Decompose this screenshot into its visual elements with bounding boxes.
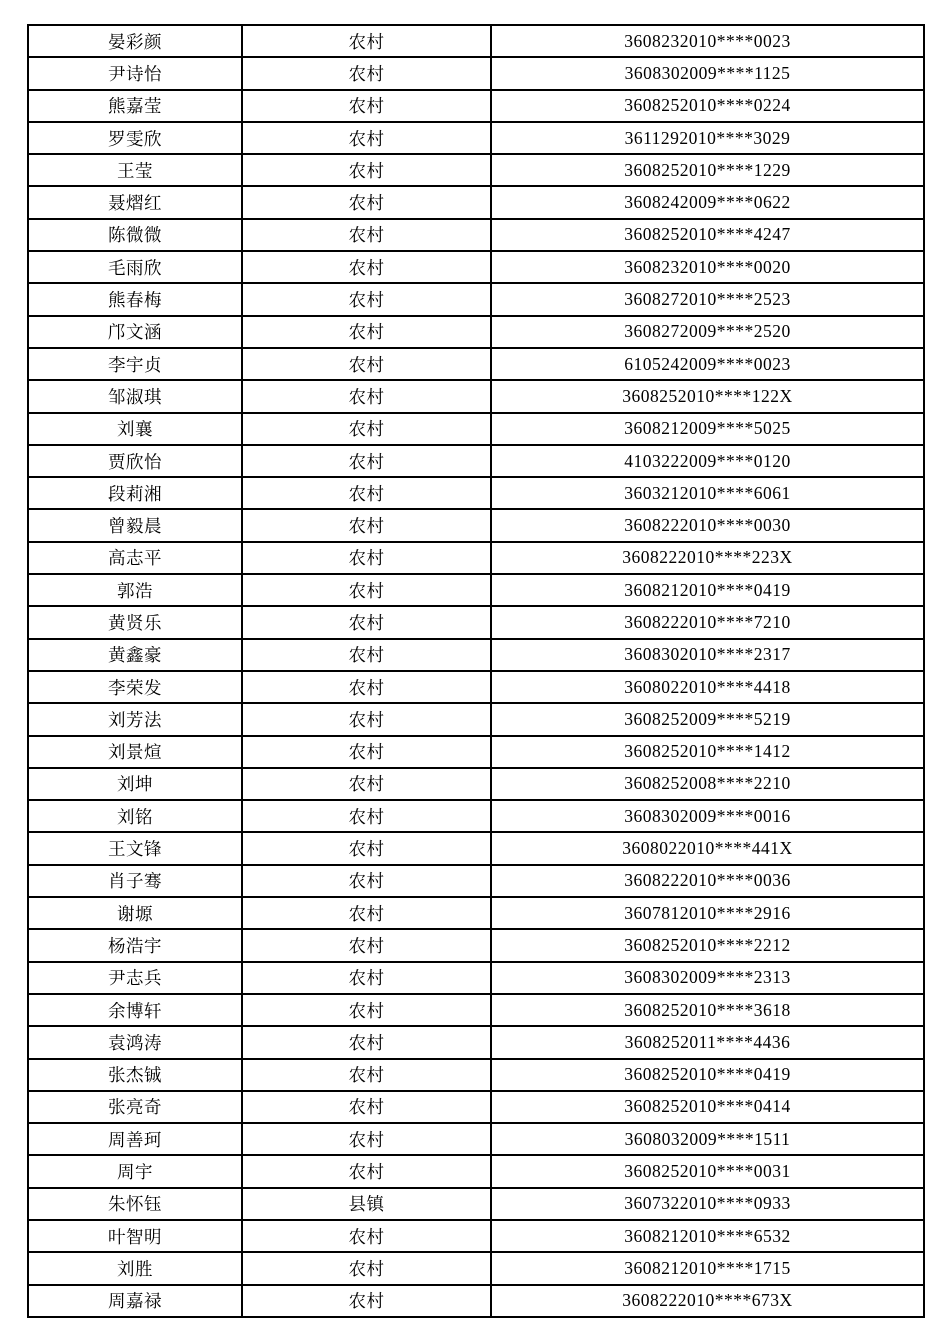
name-cell: 周宇 <box>28 1155 242 1187</box>
table-row <box>28 800 924 832</box>
name-cell: 刘芳法 <box>28 703 242 735</box>
table-row <box>28 897 924 929</box>
id-number-cell: 3608252011****4436 <box>491 1026 924 1058</box>
name-cell: 周善珂 <box>28 1123 242 1155</box>
table-row <box>28 57 924 89</box>
residence-cell: 农村 <box>242 1026 491 1058</box>
student-roster-table <box>27 24 925 1318</box>
name-cell: 李荣发 <box>28 671 242 703</box>
table-row <box>28 25 924 57</box>
id-number-cell: 3608302009****0016 <box>491 800 924 832</box>
name-cell: 毛雨欣 <box>28 251 242 283</box>
table-row <box>28 1285 924 1317</box>
id-number-cell: 3608232010****0023 <box>491 25 924 57</box>
residence-cell: 农村 <box>242 994 491 1026</box>
residence-cell: 农村 <box>242 768 491 800</box>
residence-cell: 农村 <box>242 736 491 768</box>
residence-cell: 农村 <box>242 219 491 251</box>
id-number-cell: 3608252010****0031 <box>491 1155 924 1187</box>
name-cell: 熊嘉莹 <box>28 90 242 122</box>
residence-cell: 农村 <box>242 348 491 380</box>
name-cell: 晏彩颜 <box>28 25 242 57</box>
residence-cell: 农村 <box>242 671 491 703</box>
table-row <box>28 703 924 735</box>
table-row <box>28 671 924 703</box>
table-row <box>28 1220 924 1252</box>
id-number-cell: 3608252010****122X <box>491 380 924 412</box>
name-cell: 刘坤 <box>28 768 242 800</box>
residence-cell: 农村 <box>242 186 491 218</box>
id-number-cell: 3608272010****2523 <box>491 283 924 315</box>
table-row <box>28 994 924 1026</box>
table-row <box>28 413 924 445</box>
residence-cell: 农村 <box>242 1059 491 1091</box>
name-cell: 张亮奇 <box>28 1091 242 1123</box>
name-cell: 朱怀钰 <box>28 1188 242 1220</box>
table-row <box>28 477 924 509</box>
residence-cell: 农村 <box>242 1252 491 1284</box>
residence-cell: 县镇 <box>242 1188 491 1220</box>
id-number-cell: 3608252010****0419 <box>491 1059 924 1091</box>
residence-cell: 农村 <box>242 1091 491 1123</box>
table-row <box>28 509 924 541</box>
residence-cell: 农村 <box>242 865 491 897</box>
id-number-cell: 3608212010****6532 <box>491 1220 924 1252</box>
residence-cell: 农村 <box>242 639 491 671</box>
name-cell: 刘铭 <box>28 800 242 832</box>
name-cell: 郭浩 <box>28 574 242 606</box>
residence-cell: 农村 <box>242 962 491 994</box>
residence-cell: 农村 <box>242 57 491 89</box>
id-number-cell: 3608212009****5025 <box>491 413 924 445</box>
id-number-cell: 3608252010****0414 <box>491 1091 924 1123</box>
table-row <box>28 1155 924 1187</box>
table-row <box>28 736 924 768</box>
table-row <box>28 606 924 638</box>
residence-cell: 农村 <box>242 897 491 929</box>
table-row <box>28 316 924 348</box>
residence-cell: 农村 <box>242 800 491 832</box>
name-cell: 王文锋 <box>28 832 242 864</box>
id-number-cell: 3608222010****7210 <box>491 606 924 638</box>
residence-cell: 农村 <box>242 703 491 735</box>
id-number-cell: 3608302009****2313 <box>491 962 924 994</box>
name-cell: 尹志兵 <box>28 962 242 994</box>
name-cell: 尹诗怡 <box>28 57 242 89</box>
residence-cell: 农村 <box>242 1285 491 1317</box>
table-row <box>28 865 924 897</box>
id-number-cell: 3608212010****1715 <box>491 1252 924 1284</box>
residence-cell: 农村 <box>242 445 491 477</box>
residence-cell: 农村 <box>242 251 491 283</box>
id-number-cell: 3608252010****1412 <box>491 736 924 768</box>
residence-cell: 农村 <box>242 122 491 154</box>
table-row <box>28 1252 924 1284</box>
name-cell: 曾毅晨 <box>28 509 242 541</box>
name-cell: 刘襄 <box>28 413 242 445</box>
name-cell: 段莉湘 <box>28 477 242 509</box>
table-row <box>28 1059 924 1091</box>
table-row <box>28 186 924 218</box>
table-row <box>28 283 924 315</box>
residence-cell: 农村 <box>242 477 491 509</box>
name-cell: 罗雯欣 <box>28 122 242 154</box>
name-cell: 邝文涵 <box>28 316 242 348</box>
residence-cell: 农村 <box>242 413 491 445</box>
table-row <box>28 1188 924 1220</box>
name-cell: 陈微微 <box>28 219 242 251</box>
id-number-cell: 3611292010****3029 <box>491 122 924 154</box>
residence-cell: 农村 <box>242 283 491 315</box>
id-number-cell: 3607322010****0933 <box>491 1188 924 1220</box>
residence-cell: 农村 <box>242 929 491 961</box>
id-number-cell: 3608252010****0224 <box>491 90 924 122</box>
table-row <box>28 832 924 864</box>
name-cell: 肖子骞 <box>28 865 242 897</box>
table-row <box>28 962 924 994</box>
residence-cell: 农村 <box>242 1123 491 1155</box>
id-number-cell: 3608232010****0020 <box>491 251 924 283</box>
residence-cell: 农村 <box>242 1155 491 1187</box>
residence-cell: 农村 <box>242 25 491 57</box>
id-number-cell: 3608212010****0419 <box>491 574 924 606</box>
name-cell: 余博轩 <box>28 994 242 1026</box>
residence-cell: 农村 <box>242 316 491 348</box>
name-cell: 贾欣怡 <box>28 445 242 477</box>
table-row <box>28 122 924 154</box>
id-number-cell: 3608242009****0622 <box>491 186 924 218</box>
id-number-cell: 6105242009****0023 <box>491 348 924 380</box>
residence-cell: 农村 <box>242 154 491 186</box>
id-number-cell: 3608302009****1125 <box>491 57 924 89</box>
table-row <box>28 348 924 380</box>
id-number-cell: 3603212010****6061 <box>491 477 924 509</box>
name-cell: 王莹 <box>28 154 242 186</box>
table-row <box>28 574 924 606</box>
id-number-cell: 3608222010****673X <box>491 1285 924 1317</box>
id-number-cell: 3608302010****2317 <box>491 639 924 671</box>
id-number-cell: 3607812010****2916 <box>491 897 924 929</box>
table-row <box>28 219 924 251</box>
residence-cell: 农村 <box>242 606 491 638</box>
name-cell: 黄贤乐 <box>28 606 242 638</box>
name-cell: 熊春梅 <box>28 283 242 315</box>
residence-cell: 农村 <box>242 1220 491 1252</box>
name-cell: 刘景煊 <box>28 736 242 768</box>
name-cell: 张杰铖 <box>28 1059 242 1091</box>
name-cell: 刘胜 <box>28 1252 242 1284</box>
residence-cell: 农村 <box>242 509 491 541</box>
id-number-cell: 3608222010****223X <box>491 542 924 574</box>
table-row <box>28 380 924 412</box>
id-number-cell: 3608222010****0036 <box>491 865 924 897</box>
table-row <box>28 90 924 122</box>
id-number-cell: 3608252010****3618 <box>491 994 924 1026</box>
residence-cell: 农村 <box>242 574 491 606</box>
table-row <box>28 251 924 283</box>
table-row <box>28 542 924 574</box>
table-row <box>28 445 924 477</box>
residence-cell: 农村 <box>242 542 491 574</box>
name-cell: 叶智明 <box>28 1220 242 1252</box>
id-number-cell: 3608252010****2212 <box>491 929 924 961</box>
table-body <box>28 25 924 1317</box>
table-row <box>28 1026 924 1058</box>
id-number-cell: 3608252009****5219 <box>491 703 924 735</box>
name-cell: 周嘉禄 <box>28 1285 242 1317</box>
name-cell: 黄鑫豪 <box>28 639 242 671</box>
table-row <box>28 639 924 671</box>
id-number-cell: 3608252010****1229 <box>491 154 924 186</box>
table-row <box>28 154 924 186</box>
name-cell: 高志平 <box>28 542 242 574</box>
name-cell: 袁鸿涛 <box>28 1026 242 1058</box>
id-number-cell: 3608022010****4418 <box>491 671 924 703</box>
residence-cell: 农村 <box>242 90 491 122</box>
name-cell: 杨浩宇 <box>28 929 242 961</box>
id-number-cell: 3608032009****1511 <box>491 1123 924 1155</box>
name-cell: 聂熠红 <box>28 186 242 218</box>
id-number-cell: 3608222010****0030 <box>491 509 924 541</box>
name-cell: 谢塬 <box>28 897 242 929</box>
table-row <box>28 1123 924 1155</box>
table-row <box>28 929 924 961</box>
table-row <box>28 1091 924 1123</box>
id-number-cell: 3608252008****2210 <box>491 768 924 800</box>
id-number-cell: 3608272009****2520 <box>491 316 924 348</box>
id-number-cell: 3608022010****441X <box>491 832 924 864</box>
residence-cell: 农村 <box>242 380 491 412</box>
table-row <box>28 768 924 800</box>
name-cell: 李宇贞 <box>28 348 242 380</box>
name-cell: 邹淑琪 <box>28 380 242 412</box>
residence-cell: 农村 <box>242 832 491 864</box>
id-number-cell: 3608252010****4247 <box>491 219 924 251</box>
id-number-cell: 4103222009****0120 <box>491 445 924 477</box>
